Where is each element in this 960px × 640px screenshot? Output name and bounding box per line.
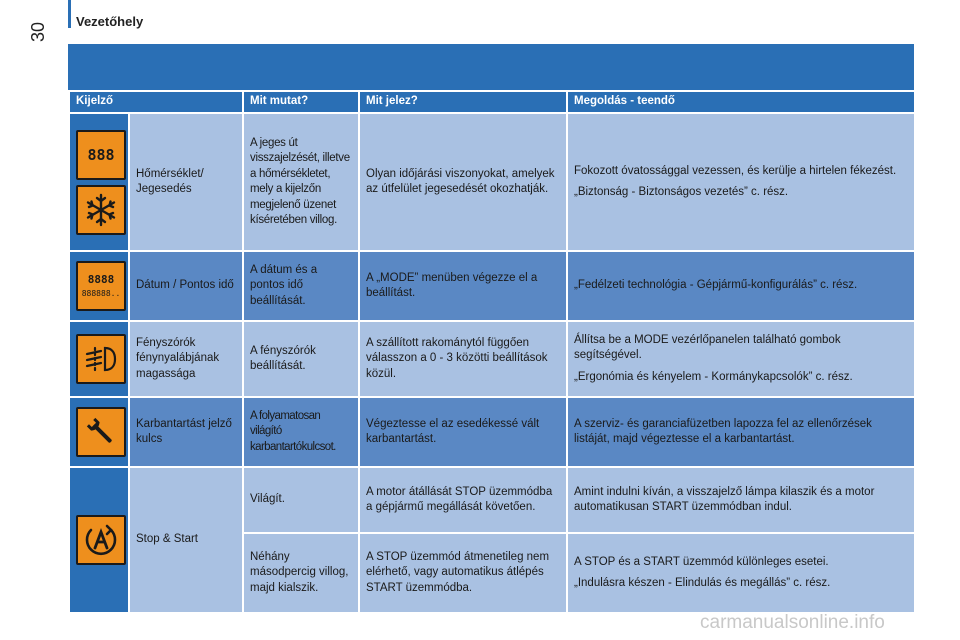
table-row-temperature — [69, 113, 915, 251]
icon-cell — [69, 397, 129, 467]
row-shows: A fényszórók beállítását. — [243, 321, 359, 397]
row-name: Dátum / Pontos idő — [129, 251, 243, 321]
indicator-table — [68, 90, 916, 614]
row-solution: A szerviz- és garanciafüzetben lapozza fel az ellenőrzések listáját, majd végeztesse el a karbantartást. — [567, 397, 915, 467]
row-solution — [567, 533, 915, 613]
row-shows: A jeges út visszajelzését, illetve a hőmérsékletet, mely a kijelzőn megjelenő üzenet kíséretében villog. — [243, 113, 359, 251]
temperature-digits: 888 — [87, 145, 115, 164]
row-shows: Néhány másodpercig villog, majd kialszik. — [243, 533, 359, 613]
table-header-row — [69, 91, 915, 113]
section-title: Vezetőhely — [76, 14, 144, 29]
column-header-display: Kijelző — [69, 91, 243, 113]
row-name: Hőmérséklet/ Jegesedés — [129, 113, 243, 251]
solution-reference: „Ergonómia és kényelem - Kormánykapcsolók” c. rész. — [574, 370, 853, 383]
header-accent-bar — [68, 0, 71, 28]
temperature-display-icon — [76, 130, 126, 180]
table-row-date-time — [69, 251, 915, 321]
table-row-stop-start-lit — [69, 467, 915, 533]
row-solution — [567, 321, 915, 397]
row-solution: Amint indulni kíván, a visszajelző lámpa kilaszik és a motor automatikusan START üzemmódban indul. — [567, 467, 915, 533]
row-shows: A dátum és a pontos idő beállítását. — [243, 251, 359, 321]
icon-cell — [69, 321, 129, 397]
row-indicates: Végeztesse el az esedékessé vált karbantartást. — [359, 397, 567, 467]
row-indicates: A STOP üzemmód átmenetileg nem elérhető, vagy automatikus átlépés START üzemmódba. — [359, 533, 567, 613]
wrench-icon — [76, 407, 126, 457]
row-shows: Világít. — [243, 467, 359, 533]
row-indicates: A „MODE” menüben végezze el a beállítást. — [359, 251, 567, 321]
solution-text: Állítsa be a MODE vezérlőpanelen található gombok segítségével. — [574, 333, 841, 362]
row-indicates: Olyan időjárási viszonyokat, amelyek az útfelület jegesedését okozhatják. — [359, 113, 567, 251]
icon-cell — [69, 467, 129, 613]
row-shows: A folyamatosan világító karbantartókulcsot. — [243, 397, 359, 467]
snowflake-icon — [76, 185, 126, 235]
page-number: 30 — [28, 21, 48, 42]
headlamp-level-icon — [76, 334, 126, 384]
time-digits: 8888 — [87, 273, 115, 286]
table-row-headlamps — [69, 321, 915, 397]
column-header-shows: Mit mutat? — [243, 91, 359, 113]
blue-banner — [68, 44, 914, 90]
row-name: Stop & Start — [129, 467, 243, 613]
solution-reference: „Biztonság - Biztonságos vezetés” c. rész. — [574, 186, 789, 198]
column-header-solution: Megoldás - teendő — [567, 91, 915, 113]
solution-text: Fokozott óvatossággal vezessen, és kerülje a hirtelen fékezést. — [574, 164, 897, 177]
row-indicates: A szállított rakománytól függően válasszon a 0 - 3 közötti beállítások közül. — [359, 321, 567, 397]
row-name: Fényszórók fénynyalábjának magassága — [129, 321, 243, 397]
row-indicates: A motor átállását STOP üzemmódba a gépjármű megállását követően. — [359, 467, 567, 533]
row-solution: „Fedélzeti technológia - Gépjármű-konfigurálás” c. rész. — [567, 251, 915, 321]
solution-text: A STOP és a START üzemmód különleges esetei. — [574, 555, 829, 568]
watermark: carmanualsonline.info — [700, 612, 885, 633]
icon-cell — [69, 251, 129, 321]
column-header-indicates: Mit jelez? — [359, 91, 567, 113]
solution-reference: „Indulásra készen - Elindulás és megállás” c. rész. — [574, 577, 831, 589]
date-time-display-icon — [76, 261, 126, 311]
date-digits: 888888.. — [81, 289, 121, 298]
row-name: Karbantartást jelző kulcs — [129, 397, 243, 467]
table-row-service — [69, 397, 915, 467]
auto-stop-start-icon — [76, 515, 126, 565]
row-solution — [567, 113, 915, 251]
icon-cell — [69, 113, 129, 251]
